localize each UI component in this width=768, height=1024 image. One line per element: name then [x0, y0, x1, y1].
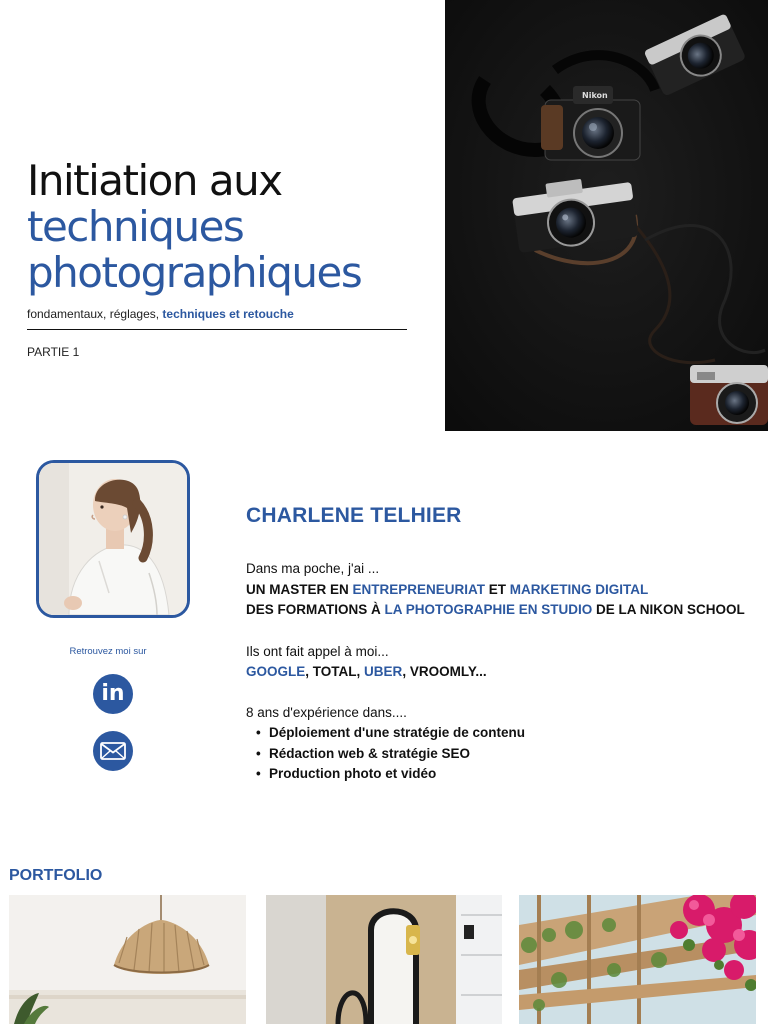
mail-button[interactable]	[93, 731, 133, 771]
subtitle-accent: techniques et retouche	[162, 307, 294, 321]
pergola-flowers-photo	[519, 895, 756, 1024]
bio-name: CHARLENE TELHIER	[246, 504, 462, 527]
linkedin-icon: in	[101, 681, 125, 706]
rattan-lamp-photo	[9, 895, 246, 1024]
training-suffix: DE LA NIKON SCHOOL	[592, 602, 745, 617]
master-field-2: MARKETING DIGITAL	[509, 581, 649, 597]
mirror-interior-photo	[266, 895, 502, 1024]
list-item: • Déploiement d'une stratégie de contenu	[246, 723, 756, 744]
linkedin-button[interactable]	[93, 674, 133, 714]
training-highlight: LA PHOTOGRAPHIE EN STUDIO	[384, 602, 593, 617]
client-separator: ,	[402, 664, 410, 679]
client-separator: ,	[305, 664, 313, 679]
client-google: GOOGLE	[246, 664, 306, 679]
portfolio-image-2[interactable]	[266, 895, 502, 1024]
bio-section	[246, 504, 756, 785]
hero-cameras-photo	[445, 0, 768, 431]
subtitle-plain: fondamentaux, réglages,	[27, 307, 163, 321]
skills-list	[246, 723, 756, 785]
master-field-1: ENTREPRENEURIAT	[352, 581, 486, 597]
part-label: PARTIE 1	[27, 345, 80, 359]
pocket-intro: Dans ma poche, j'ai ...	[246, 561, 380, 576]
training-prefix: DES FORMATIONS À	[246, 602, 385, 617]
list-item: • Production photo et vidéo	[246, 764, 756, 785]
master-joiner: ET	[485, 581, 510, 597]
client-vroomly: VROOMLY...	[409, 664, 487, 679]
experience-intro: 8 ans d'expérience dans....	[246, 704, 407, 720]
list-item: • Rédaction web & stratégie SEO	[246, 744, 756, 765]
clients-intro: Ils ont fait appel à moi...	[246, 643, 389, 659]
follow-label: Retrouvez moi sur	[69, 646, 147, 657]
portfolio-image-1[interactable]	[9, 895, 246, 1024]
avatar	[36, 460, 190, 618]
mail-icon	[100, 742, 126, 760]
subtitle	[27, 307, 294, 321]
clients-line	[246, 662, 756, 683]
portfolio-image-3[interactable]	[519, 895, 756, 1024]
camera-4	[690, 365, 768, 425]
title-line-2: techniques	[27, 202, 244, 251]
client-separator: ,	[356, 664, 365, 679]
title-divider	[27, 329, 407, 330]
title-line-1: Initiation aux	[27, 156, 282, 205]
portrait-illustration	[39, 463, 187, 615]
cameras-illustration	[445, 0, 768, 431]
portfolio-title: PORTFOLIO	[9, 867, 103, 884]
master-prefix: UN MASTER EN	[246, 581, 353, 597]
client-uber: UBER	[364, 664, 403, 679]
master-line	[246, 580, 756, 601]
camera-brand-label: Nikon	[582, 91, 608, 100]
client-total: TOTAL	[312, 664, 357, 679]
training-line	[246, 600, 756, 621]
title-line-3: photographiques	[27, 248, 362, 297]
page-title	[27, 158, 427, 296]
